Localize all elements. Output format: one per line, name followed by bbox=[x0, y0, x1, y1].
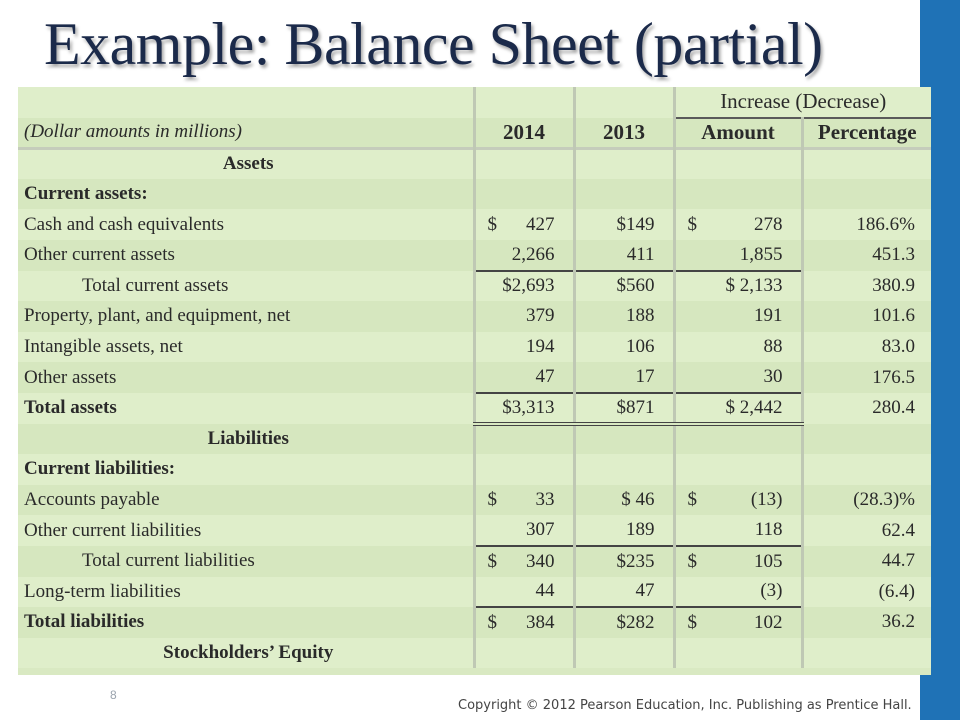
value-2014 bbox=[474, 546, 574, 577]
value-percentage bbox=[802, 271, 931, 302]
row-label: Total current liabilities bbox=[18, 546, 474, 577]
cell-value: 33 bbox=[535, 489, 555, 511]
table-row bbox=[18, 209, 931, 240]
value-percentage bbox=[802, 424, 931, 455]
cell-value: 280.4 bbox=[872, 397, 915, 419]
value-amount bbox=[674, 209, 802, 240]
value-percentage bbox=[802, 515, 931, 546]
cell-value: 44 bbox=[535, 580, 555, 602]
value-2013 bbox=[574, 240, 674, 271]
table-row bbox=[18, 454, 931, 485]
value-2013 bbox=[574, 607, 674, 638]
dollar-sign: $ bbox=[487, 550, 497, 572]
balance-sheet-table bbox=[18, 87, 931, 668]
cell-value: 83.0 bbox=[881, 336, 915, 358]
cell-value: 88 bbox=[763, 336, 783, 358]
column-header-2013: 2013 bbox=[574, 118, 674, 149]
cell-value: 1,855 bbox=[739, 243, 783, 265]
value-amount bbox=[674, 148, 802, 179]
dollar-sign: $ bbox=[687, 213, 697, 235]
value-2014 bbox=[474, 424, 574, 455]
column-header-label: (Dollar amounts in millions) bbox=[18, 118, 474, 149]
value-2013 bbox=[574, 454, 674, 485]
value-2014 bbox=[474, 362, 574, 393]
value-amount bbox=[674, 485, 802, 516]
value-percentage bbox=[802, 485, 931, 516]
cell-value: 17 bbox=[635, 366, 655, 388]
cell-value: (13) bbox=[750, 489, 783, 511]
value-amount bbox=[674, 393, 802, 424]
value-percentage bbox=[802, 454, 931, 485]
value-2014 bbox=[474, 393, 574, 424]
increase-decrease-header: Increase (Decrease) bbox=[674, 87, 931, 118]
value-2014 bbox=[474, 607, 574, 638]
value-amount bbox=[674, 179, 802, 210]
value-2014 bbox=[474, 577, 574, 608]
value-amount bbox=[674, 362, 802, 393]
cell-value: 186.6% bbox=[856, 213, 915, 235]
table-row bbox=[18, 485, 931, 516]
value-percentage bbox=[802, 332, 931, 363]
dollar-sign: $ bbox=[487, 213, 497, 235]
value-amount bbox=[674, 546, 802, 577]
value-2013 bbox=[574, 301, 674, 332]
cell-value: 188 bbox=[626, 305, 655, 327]
value-percentage bbox=[802, 638, 931, 669]
value-2014 bbox=[474, 301, 574, 332]
table-row bbox=[18, 607, 931, 638]
value-percentage bbox=[802, 393, 931, 424]
cell-value: $2,693 bbox=[502, 275, 555, 297]
column-header-amount: Amount bbox=[674, 118, 802, 149]
cell-value: (28.3)% bbox=[853, 489, 915, 511]
cell-value: $871 bbox=[616, 396, 655, 418]
cell-value: 380.9 bbox=[872, 274, 915, 296]
value-amount bbox=[674, 240, 802, 271]
cell-value: $560 bbox=[616, 275, 655, 297]
table-row bbox=[18, 515, 931, 546]
value-percentage bbox=[802, 301, 931, 332]
value-percentage bbox=[802, 179, 931, 210]
cell-value: 47 bbox=[535, 366, 555, 388]
dollar-sign: $ bbox=[687, 550, 697, 572]
table-row bbox=[18, 240, 931, 271]
cell-value: 118 bbox=[754, 519, 783, 541]
cell-value: 340 bbox=[526, 550, 555, 572]
value-2013 bbox=[574, 332, 674, 363]
value-2013 bbox=[574, 577, 674, 608]
cell-value: $ 46 bbox=[621, 489, 655, 511]
column-header-2014: 2014 bbox=[474, 118, 574, 149]
value-2013 bbox=[574, 638, 674, 669]
value-2014 bbox=[474, 332, 574, 363]
value-amount bbox=[674, 607, 802, 638]
row-label: Property, plant, and equipment, net bbox=[18, 301, 474, 332]
cell-value: 176.5 bbox=[872, 366, 915, 388]
value-2014 bbox=[474, 454, 574, 485]
value-2014 bbox=[474, 148, 574, 179]
cell-value: 278 bbox=[754, 213, 783, 235]
group-header-row bbox=[18, 87, 931, 118]
value-2014 bbox=[474, 209, 574, 240]
cell-value: 384 bbox=[526, 611, 555, 633]
row-label: Liabilities bbox=[18, 424, 474, 455]
value-2013 bbox=[574, 362, 674, 393]
table-row bbox=[18, 362, 931, 393]
row-label: Other current liabilities bbox=[18, 515, 474, 546]
empty-cell bbox=[474, 87, 574, 118]
cell-value: (3) bbox=[760, 580, 783, 602]
table-row bbox=[18, 148, 931, 179]
value-2013 bbox=[574, 424, 674, 455]
value-2013 bbox=[574, 271, 674, 302]
value-2013 bbox=[574, 148, 674, 179]
value-2014 bbox=[474, 240, 574, 271]
cell-value: 101.6 bbox=[872, 305, 915, 327]
value-amount bbox=[674, 301, 802, 332]
value-2013 bbox=[574, 393, 674, 424]
value-2014 bbox=[474, 179, 574, 210]
value-2013 bbox=[574, 179, 674, 210]
cell-value: $ 2,442 bbox=[725, 396, 783, 418]
cell-value: $282 bbox=[616, 611, 655, 633]
value-2014 bbox=[474, 515, 574, 546]
value-percentage bbox=[802, 240, 931, 271]
table-row bbox=[18, 332, 931, 363]
value-2013 bbox=[574, 485, 674, 516]
value-amount bbox=[674, 424, 802, 455]
value-percentage bbox=[802, 362, 931, 393]
cell-value: $3,313 bbox=[502, 396, 555, 418]
table-row bbox=[18, 393, 931, 424]
cell-value: $235 bbox=[616, 550, 655, 572]
row-label: Current assets: bbox=[18, 179, 474, 210]
value-amount bbox=[674, 271, 802, 302]
cell-value: $ 2,133 bbox=[725, 275, 783, 297]
table-row bbox=[18, 577, 931, 608]
table-row bbox=[18, 301, 931, 332]
slide-title: Example: Balance Sheet (partial) bbox=[44, 11, 823, 77]
cell-value: 427 bbox=[526, 213, 555, 235]
column-header-row bbox=[18, 118, 931, 149]
copyright-notice: Copyright © 2012 Pearson Education, Inc. Publishing as Prentice Hall. bbox=[458, 698, 912, 713]
row-label: Accounts payable bbox=[18, 485, 474, 516]
value-2013 bbox=[574, 515, 674, 546]
row-label: Other current assets bbox=[18, 240, 474, 271]
dollar-sign: $ bbox=[687, 611, 697, 633]
cell-value: 47 bbox=[635, 580, 655, 602]
cell-value: 379 bbox=[526, 305, 555, 327]
cell-value: 62.4 bbox=[881, 519, 915, 541]
empty-cell bbox=[18, 87, 474, 118]
row-label: Current liabilities: bbox=[18, 454, 474, 485]
cell-value: 194 bbox=[526, 336, 555, 358]
cell-value: 191 bbox=[754, 305, 783, 327]
value-amount bbox=[674, 454, 802, 485]
value-amount bbox=[674, 577, 802, 608]
value-amount bbox=[674, 332, 802, 363]
cell-value: 30 bbox=[763, 366, 783, 388]
value-2014 bbox=[474, 485, 574, 516]
empty-cell bbox=[574, 87, 674, 118]
row-label: Cash and cash equivalents bbox=[18, 209, 474, 240]
value-2014 bbox=[474, 271, 574, 302]
row-label: Assets bbox=[18, 148, 474, 179]
cell-value: 307 bbox=[526, 519, 555, 541]
cell-value: 189 bbox=[626, 519, 655, 541]
cell-value: 411 bbox=[626, 243, 655, 265]
value-percentage bbox=[802, 148, 931, 179]
value-amount bbox=[674, 515, 802, 546]
row-label: Stockholders’ Equity bbox=[18, 638, 474, 669]
value-percentage bbox=[802, 546, 931, 577]
table-row bbox=[18, 424, 931, 455]
page-number: 8 bbox=[110, 688, 117, 702]
cell-value: $149 bbox=[616, 213, 655, 235]
value-percentage bbox=[802, 577, 931, 608]
dollar-sign: $ bbox=[687, 489, 697, 511]
value-2013 bbox=[574, 209, 674, 240]
row-label: Total assets bbox=[18, 393, 474, 424]
balance-sheet bbox=[18, 87, 931, 675]
dollar-sign: $ bbox=[487, 611, 497, 633]
row-label: Total liabilities bbox=[18, 607, 474, 638]
row-label: Total current assets bbox=[18, 271, 474, 302]
table-row bbox=[18, 179, 931, 210]
cell-value: 36.2 bbox=[881, 611, 915, 633]
cell-value: 44.7 bbox=[881, 550, 915, 572]
value-amount bbox=[674, 638, 802, 669]
row-label: Long-term liabilities bbox=[18, 577, 474, 608]
value-2013 bbox=[574, 546, 674, 577]
cell-value: 102 bbox=[754, 611, 783, 633]
value-percentage bbox=[802, 607, 931, 638]
column-header-percentage: Percentage bbox=[802, 118, 931, 149]
value-2014 bbox=[474, 638, 574, 669]
cell-value: 106 bbox=[626, 336, 655, 358]
row-label: Other assets bbox=[18, 362, 474, 393]
table-row bbox=[18, 271, 931, 302]
cell-value: 2,266 bbox=[511, 243, 555, 265]
table-row bbox=[18, 546, 931, 577]
dollar-sign: $ bbox=[487, 489, 497, 511]
cell-value: (6.4) bbox=[878, 580, 915, 602]
row-label: Intangible assets, net bbox=[18, 332, 474, 363]
value-percentage bbox=[802, 209, 931, 240]
cell-value: 105 bbox=[754, 550, 783, 572]
cell-value: 451.3 bbox=[872, 244, 915, 266]
table-row bbox=[18, 638, 931, 669]
